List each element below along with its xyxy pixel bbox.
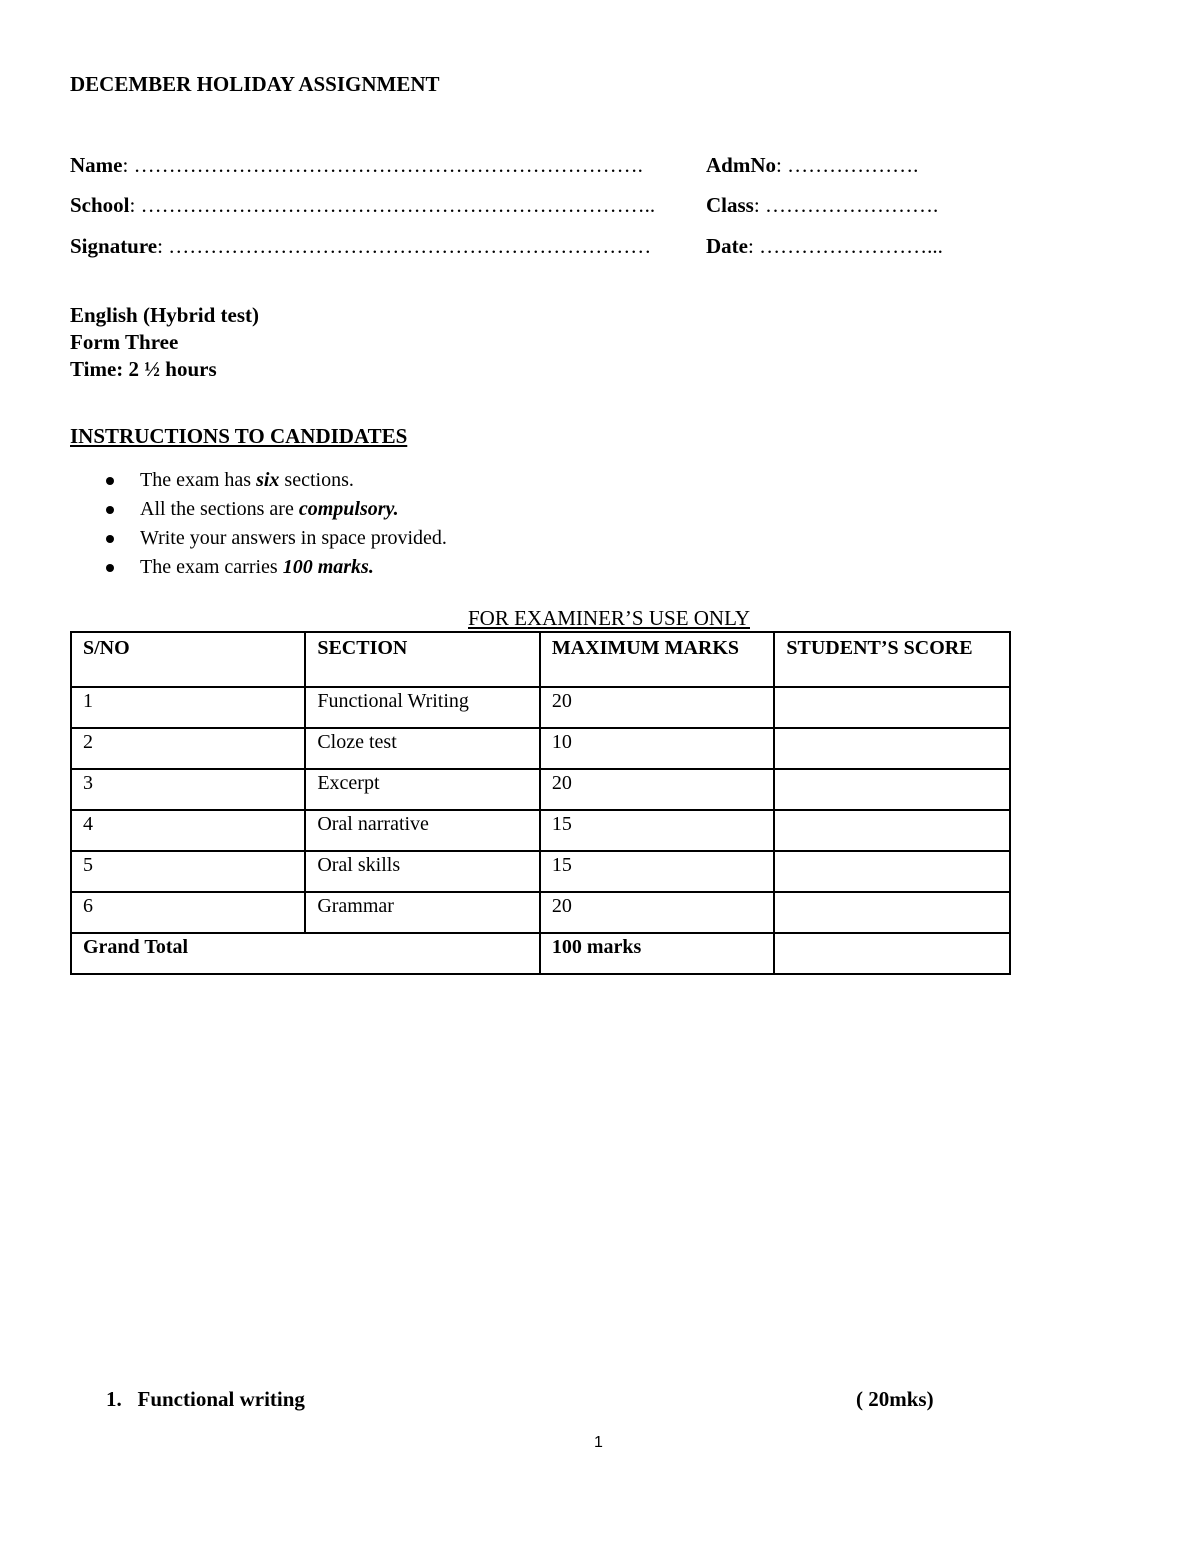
instruction-item: The exam has six sections. (106, 466, 447, 495)
header-max-marks: MAXIMUM MARKS (540, 632, 775, 687)
grand-total-score[interactable] (774, 933, 1010, 974)
question-number: 1. (106, 1387, 122, 1411)
cell-sno: 2 (71, 728, 305, 769)
cell-score[interactable] (774, 687, 1010, 728)
page-number: 1 (594, 1434, 603, 1451)
cell-score[interactable] (774, 892, 1010, 933)
school-blank: : ……………………………………………………………….. (129, 193, 656, 217)
cell-sno: 4 (71, 810, 305, 851)
grand-total-row (71, 933, 1010, 974)
cell-max: 20 (540, 687, 775, 728)
table-header-row (71, 632, 1010, 687)
cell-score[interactable] (774, 728, 1010, 769)
examiner-caption: FOR EXAMINER’S USE ONLY (468, 606, 750, 630)
table-row (71, 851, 1010, 892)
question-1-marks: ( 20mks) (856, 1387, 934, 1411)
cell-score[interactable] (774, 810, 1010, 851)
question-1-heading (106, 1387, 305, 1412)
header-student-score: STUDENT’S SCORE (774, 632, 1010, 687)
date-label: Date (706, 234, 748, 258)
cell-section: Cloze test (305, 728, 540, 769)
class-blank: : ……………………. (753, 193, 939, 217)
form-level: Form Three (70, 330, 179, 354)
cell-score[interactable] (774, 769, 1010, 810)
instructions-heading: INSTRUCTIONS TO CANDIDATES (70, 424, 408, 448)
signature-label: Signature (70, 234, 158, 258)
table-row (71, 892, 1010, 933)
subject-name: English (Hybrid test) (70, 303, 260, 327)
instruction-item: The exam carries 100 marks. (106, 553, 447, 582)
instruction-item: Write your answers in space provided. (106, 524, 447, 553)
table-row (71, 687, 1010, 728)
question-title: Functional writing (137, 1387, 305, 1411)
cell-sno: 6 (71, 892, 305, 933)
instruction-item: All the sections are compulsory. (106, 495, 447, 524)
name-blank: : ………………………………………………………………. (122, 153, 643, 177)
school-label: School (70, 193, 130, 217)
time-allowed: Time: 2 ½ hours (70, 357, 217, 381)
cell-section: Functional Writing (305, 687, 540, 728)
class-field[interactable] (706, 193, 938, 218)
cell-section: Oral skills (305, 851, 540, 892)
header-sno: S/NO (71, 632, 305, 687)
cell-max: 20 (540, 892, 775, 933)
cell-max: 20 (540, 769, 775, 810)
admno-field[interactable] (706, 153, 918, 178)
cell-score[interactable] (774, 851, 1010, 892)
cell-sno: 1 (71, 687, 305, 728)
cell-section: Excerpt (305, 769, 540, 810)
cell-sno: 5 (71, 851, 305, 892)
admno-blank: : ………………. (776, 153, 919, 177)
cell-sno: 3 (71, 769, 305, 810)
table-row (71, 769, 1010, 810)
school-field[interactable] (70, 193, 655, 218)
grand-total-label: Grand Total (71, 933, 540, 974)
table-row (71, 728, 1010, 769)
date-blank: : ……………………... (747, 234, 943, 258)
cell-max: 10 (540, 728, 775, 769)
table-row (71, 810, 1010, 851)
class-label: Class (706, 193, 754, 217)
signature-field[interactable] (70, 234, 651, 259)
header-section: SECTION (305, 632, 540, 687)
cell-max: 15 (540, 851, 775, 892)
admno-label: AdmNo (706, 153, 777, 177)
marks-table (70, 631, 1011, 975)
name-field[interactable] (70, 153, 643, 178)
subject-block (70, 302, 259, 383)
grand-total-max: 100 marks (540, 933, 775, 974)
name-label: Name (70, 153, 123, 177)
cell-section: Oral narrative (305, 810, 540, 851)
signature-blank: : …………………………………………………………… (157, 234, 652, 258)
date-field[interactable] (706, 234, 943, 259)
instructions-list (106, 466, 447, 582)
document-title: DECEMBER HOLIDAY ASSIGNMENT (70, 72, 440, 96)
cell-max: 15 (540, 810, 775, 851)
cell-section: Grammar (305, 892, 540, 933)
